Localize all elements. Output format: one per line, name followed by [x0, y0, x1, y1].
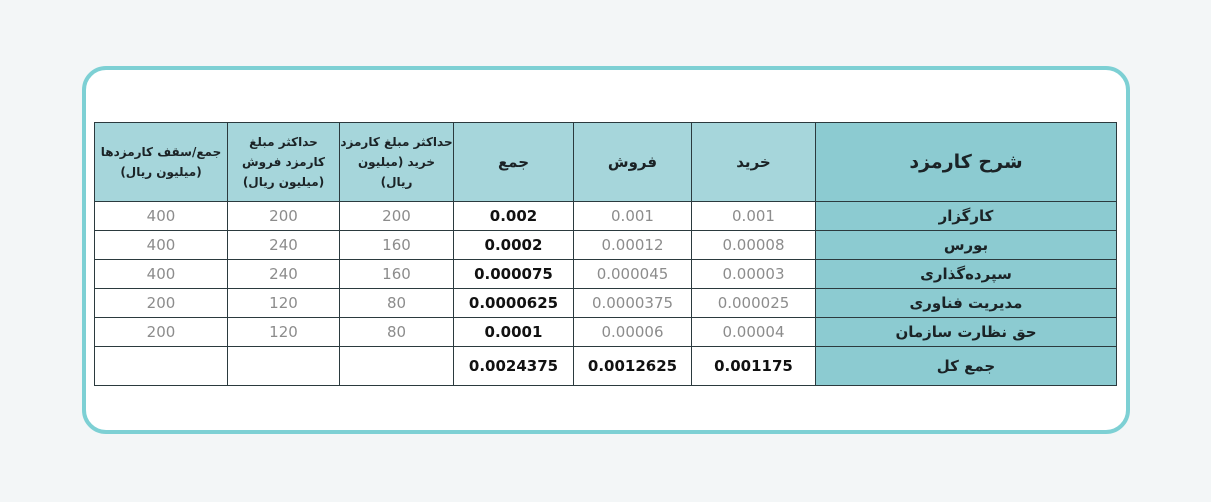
cell-cap: 400 [95, 202, 228, 231]
cell-buy: 0.001 [692, 202, 816, 231]
cell-max-buy: 200 [340, 202, 454, 231]
cell-total: 0.0000625 [454, 289, 574, 318]
cell-total: 0.0024375 [454, 347, 574, 386]
cell-cap: 200 [95, 318, 228, 347]
table-header-row [95, 123, 1117, 202]
cell-buy: 0.000025 [692, 289, 816, 318]
fee-table [94, 122, 1117, 386]
cell-total: 0.0001 [454, 318, 574, 347]
cell-max-sell: 200 [228, 202, 340, 231]
table-row [95, 231, 1117, 260]
cell-sell: 0.001 [574, 202, 692, 231]
cell-sell: 0.00006 [574, 318, 692, 347]
table-row [95, 289, 1117, 318]
cell-buy: 0.00003 [692, 260, 816, 289]
cell-sell: 0.000045 [574, 260, 692, 289]
header-sell: فروش [574, 123, 692, 202]
cell-buy: 0.001175 [692, 347, 816, 386]
cell-sell: 0.0012625 [574, 347, 692, 386]
cell-max-sell [228, 347, 340, 386]
cell-max-buy [340, 347, 454, 386]
cell-cap: 400 [95, 231, 228, 260]
header-buy: خرید [692, 123, 816, 202]
row-label: کارگزار [816, 202, 1117, 231]
header-total: جمع [454, 123, 574, 202]
table-row [95, 318, 1117, 347]
header-max-buy: حداکثر مبلغ کارمزد خرید (میلیون ریال) [340, 123, 454, 202]
cell-cap: 400 [95, 260, 228, 289]
cell-max-sell: 120 [228, 318, 340, 347]
cell-max-sell: 240 [228, 231, 340, 260]
row-label: جمع کل [816, 347, 1117, 386]
cell-max-buy: 80 [340, 289, 454, 318]
cell-max-buy: 160 [340, 231, 454, 260]
cell-max-buy: 80 [340, 318, 454, 347]
cell-total: 0.000075 [454, 260, 574, 289]
cell-max-sell: 240 [228, 260, 340, 289]
cell-cap [95, 347, 228, 386]
header-description: شرح کارمزد [816, 123, 1117, 202]
row-label: مدیریت فناوری [816, 289, 1117, 318]
row-label: حق نظارت سازمان [816, 318, 1117, 347]
cell-buy: 0.00004 [692, 318, 816, 347]
cell-cap: 200 [95, 289, 228, 318]
header-max-sell: حداکثر مبلغ کارمزد فروش (میلیون ریال) [228, 123, 340, 202]
cell-max-buy: 160 [340, 260, 454, 289]
table-row [95, 202, 1117, 231]
total-row [95, 347, 1117, 386]
cell-max-sell: 120 [228, 289, 340, 318]
row-label: بورس [816, 231, 1117, 260]
header-cap: جمع/سقف کارمزدها (میلیون ریال) [95, 123, 228, 202]
cell-total: 0.0002 [454, 231, 574, 260]
cell-total: 0.002 [454, 202, 574, 231]
row-label: سپرده‌گذاری [816, 260, 1117, 289]
cell-sell: 0.00012 [574, 231, 692, 260]
cell-buy: 0.00008 [692, 231, 816, 260]
cell-sell: 0.0000375 [574, 289, 692, 318]
table-row [95, 260, 1117, 289]
